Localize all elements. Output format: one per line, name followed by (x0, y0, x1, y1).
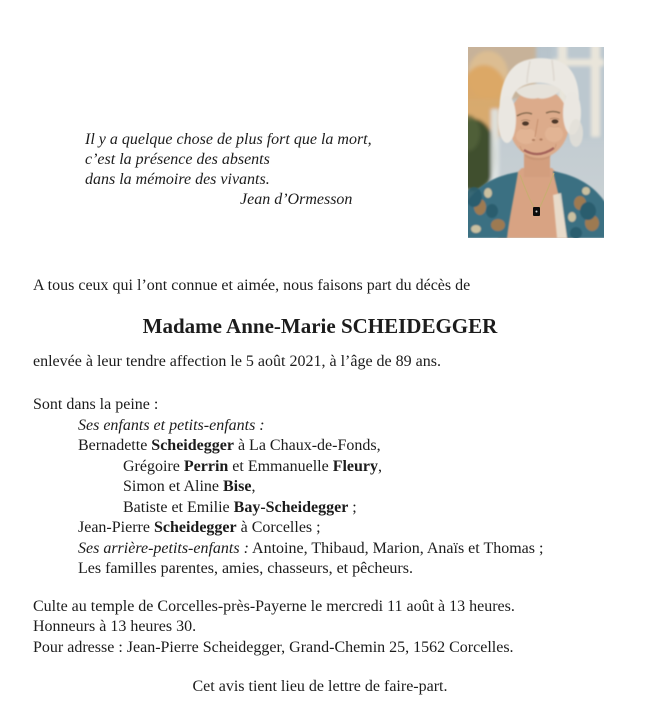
service-line-adresse: Pour adresse : Jean-Pierre Scheidegger, Grand-Chemin 25, 1562 Corcelles. (33, 638, 514, 656)
footer-notice: Cet avis tient lieu de lettre de faire-part. (192, 678, 448, 695)
portrait-photo (468, 47, 604, 238)
service-line-honneurs: Honneurs à 13 heures 30. (33, 618, 197, 635)
deceased-name: Madame Anne-Marie SCHEIDEGGER (142, 313, 498, 338)
mourning-line: Ses enfants et petits-enfants : (78, 416, 265, 434)
mourning-header: Sont dans la peine : (33, 396, 159, 413)
mourning-line: Grégoire Perrin et Emmanuelle Fleury, (123, 457, 383, 475)
quote-block (85, 130, 372, 210)
mourning-block (33, 395, 607, 580)
quote-line-3: dans la mémoire des vivants. (85, 171, 270, 188)
announcement-body (33, 276, 607, 698)
mourning-line: Les familles parentes, amies, chasseurs, et pêcheurs. (78, 560, 413, 577)
mourning-line: Bernadette Scheidegger à La Chaux-de-Fonds, (78, 437, 381, 454)
service-block (33, 597, 607, 659)
mourning-line: Ses arrière-petits-enfants : Antoine, Thibaud, Marion, Anaïs et Thomas ; (78, 539, 544, 557)
quote-line-2: c’est la présence des absents (85, 151, 270, 168)
service-line-culte: Culte au temple de Corcelles-près-Payerne le mercredi 11 août à 13 heures. (33, 597, 515, 615)
passing-line: enlevée à leur tendre affection le 5 août 2021, à l’âge de 89 ans. (33, 352, 441, 370)
mourning-line: Jean-Pierre Scheidegger à Corcelles ; (78, 519, 321, 536)
quote-line-1: Il y a quelque chose de plus fort que la mort, (85, 131, 372, 148)
intro-line: A tous ceux qui l’ont connue et aimée, nous faisons part du décès de (33, 277, 471, 294)
mourning-line: Batiste et Emilie Bay-Scheidegger ; (123, 498, 357, 516)
quote-attribution: Jean d’Ormesson (240, 191, 353, 208)
mourning-line: Simon et Aline Bise, (123, 478, 256, 495)
